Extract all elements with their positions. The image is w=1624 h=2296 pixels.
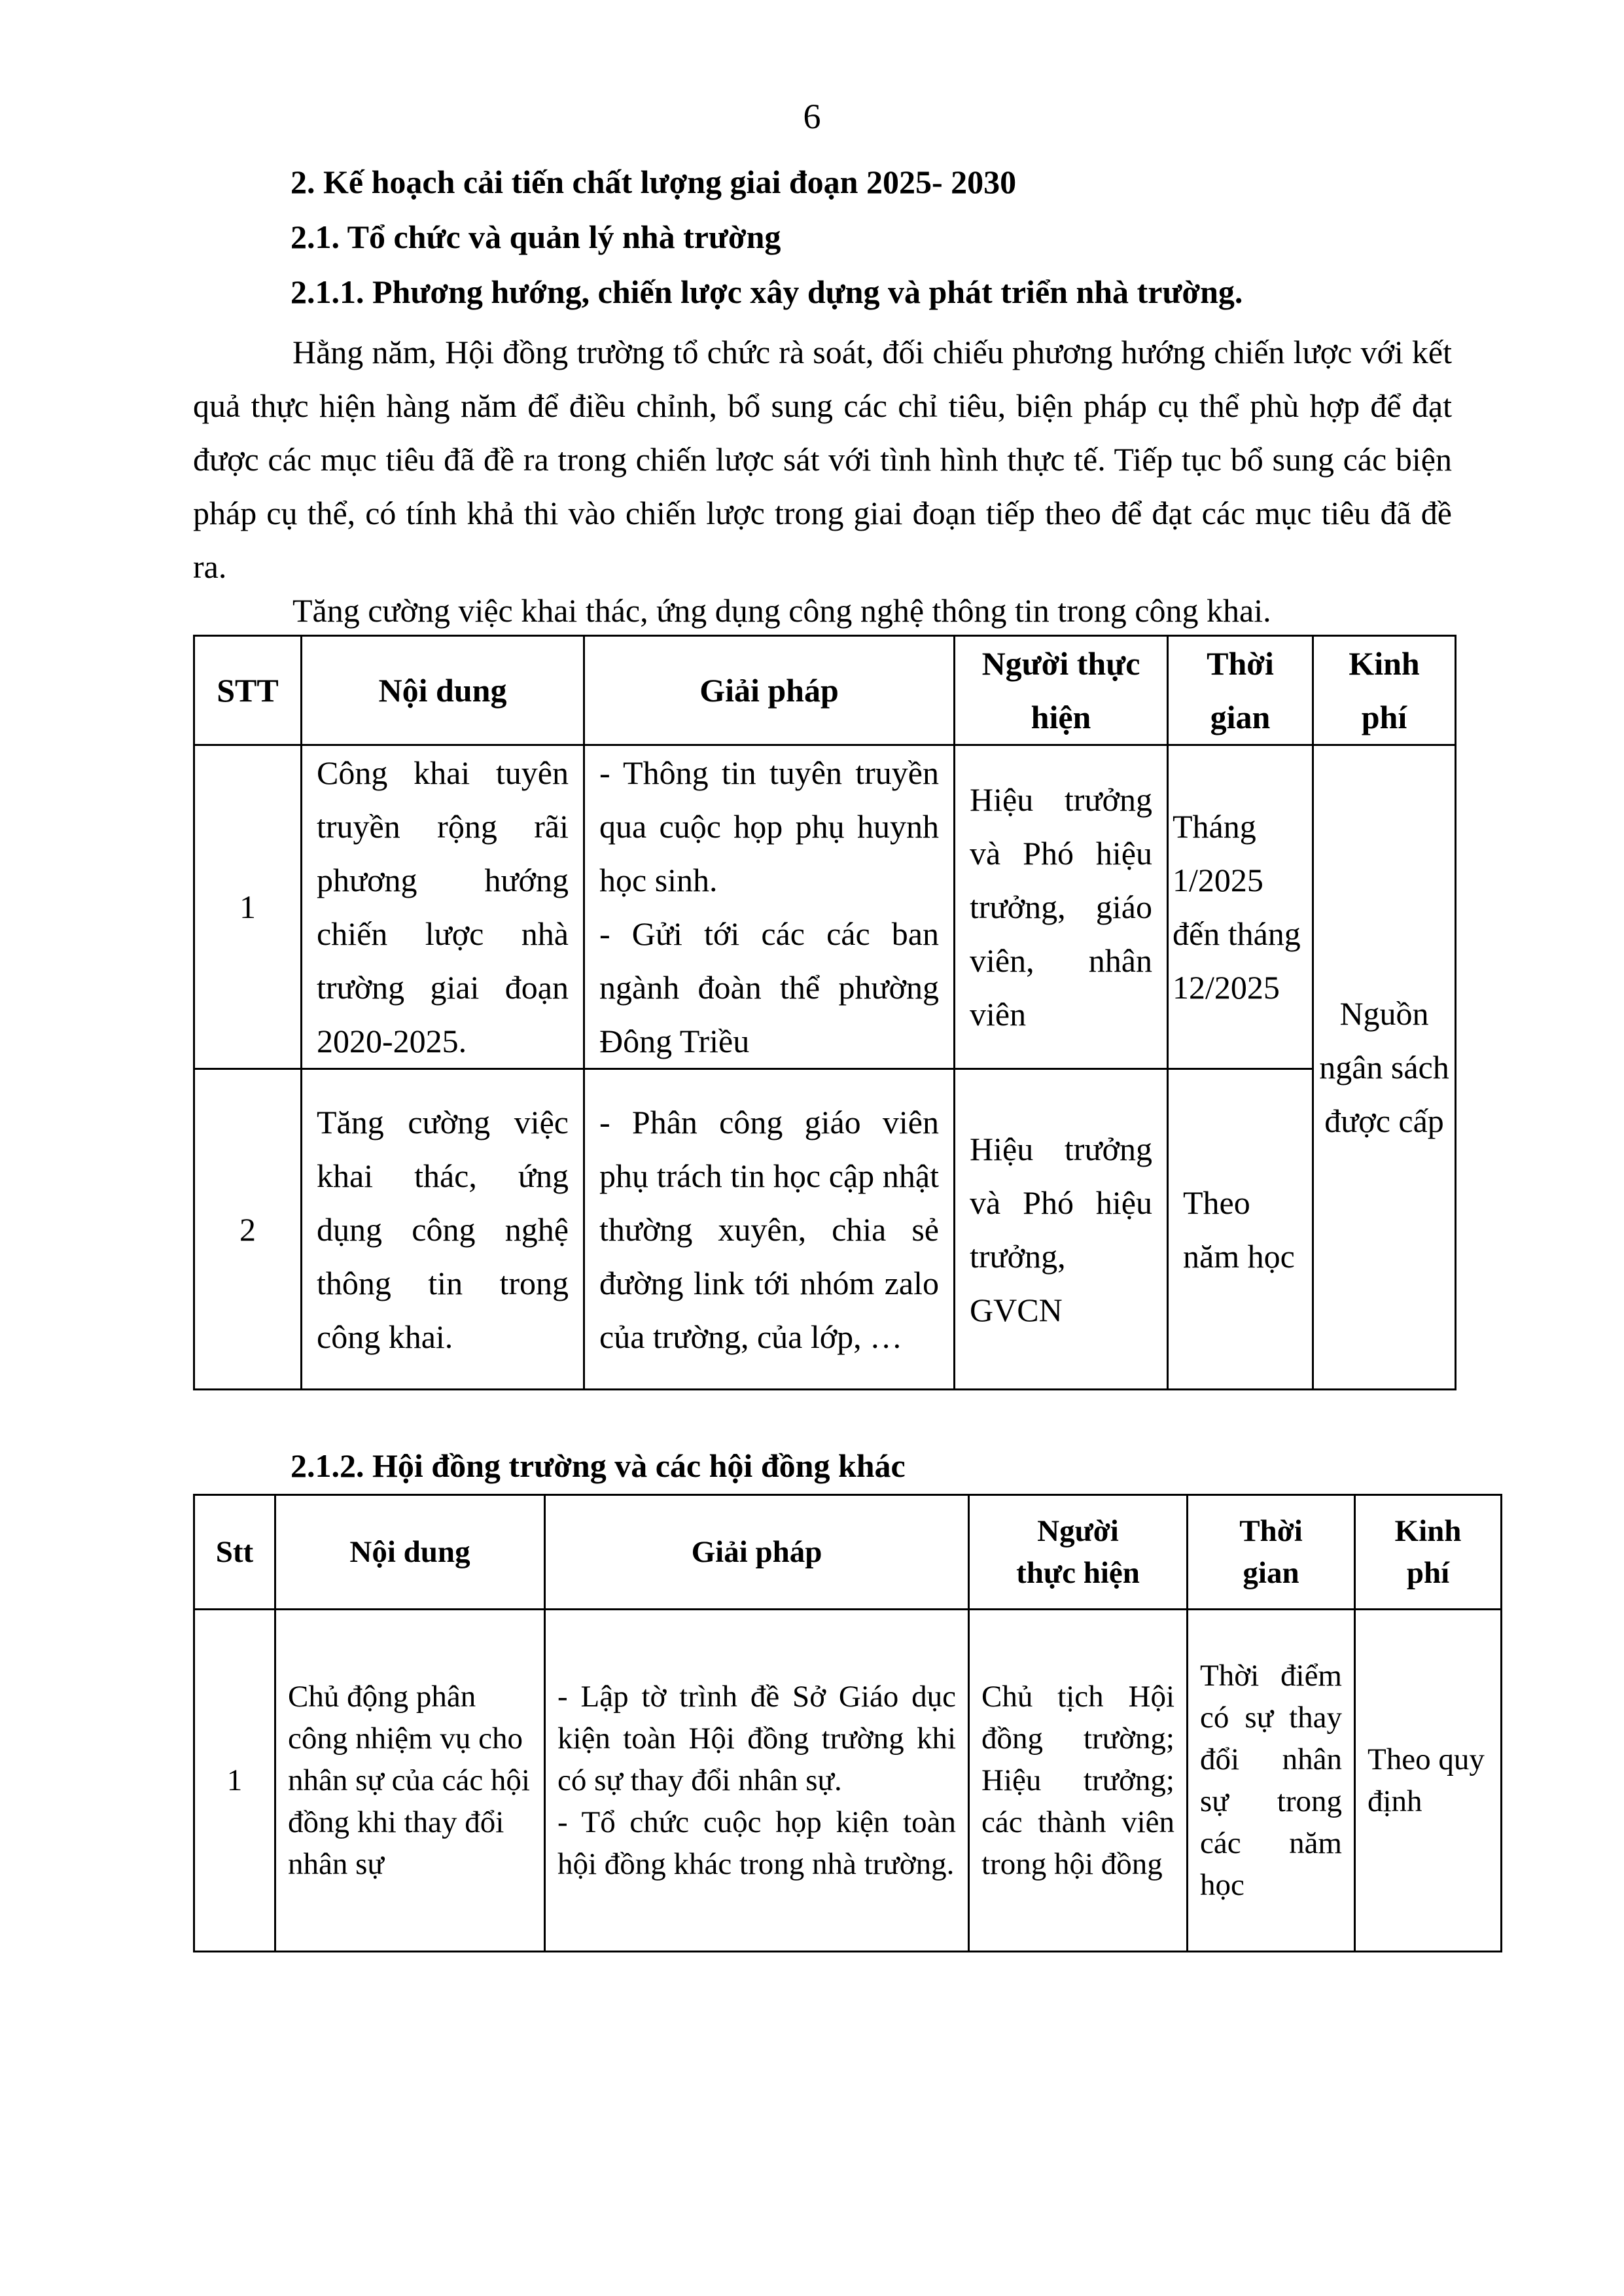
cell-executor: Hiệu trưởng và Phó hiệu trưởng, giáo viên, nhân viên — [955, 745, 1168, 1069]
heading-quality-plan: 2. Kế hoạch cải tiến chất lượng giai đoạn 2025- 2030 — [291, 164, 1017, 200]
header-content: Nội dung — [275, 1495, 545, 1610]
council-table — [193, 1494, 1502, 1952]
header-time: Thời gian — [1188, 1495, 1355, 1610]
table-header-row — [194, 1495, 1502, 1610]
header-stt: Stt — [194, 1495, 275, 1610]
header-solution: Giải pháp — [545, 1495, 969, 1610]
table-row — [194, 745, 1456, 1069]
strategy-table — [193, 635, 1456, 1390]
header-stt: STT — [194, 636, 302, 745]
table-row — [194, 1069, 1456, 1390]
page-number: 6 — [803, 97, 821, 136]
cell-content: Chủ động phân công nhiệm vụ cho nhân sự của các hội đồng khi thay đổi nhân sự — [275, 1610, 545, 1952]
cell-time: Tháng 1/2025 đến tháng 12/2025 — [1168, 745, 1313, 1069]
cell-stt: 1 — [194, 1610, 275, 1952]
paragraph-it-usage: Tăng cường việc khai thác, ứng dụng công nghệ thông tin trong công khai. — [292, 592, 1271, 629]
cell-funding: Nguồn ngân sách được cấp — [1313, 745, 1456, 1390]
header-executor: Người thực hiện — [969, 1495, 1188, 1610]
cell-solution: - Lập tờ trình đề Sở Giáo dục kiện toàn Hội đồng trường khi có sự thay đổi nhân sự. - Tổ chức cuộc họp kiện toàn hội đồng khác trong nhà trường. — [545, 1610, 969, 1952]
cell-executor: Hiệu trưởng và Phó hiệu trưởng, GVCN — [955, 1069, 1168, 1390]
cell-executor: Chủ tịch Hội đồng trường; Hiệu trưởng; các thành viên trong hội đồng — [969, 1610, 1188, 1952]
header-executor: Người thực hiện — [955, 636, 1168, 745]
paragraph-review: Hằng năm, Hội đồng trường tổ chức rà soát, đối chiếu phương hướng chiến lược với kết quả thực hiện hàng năm để điều chỉnh, bổ sung các chỉ tiêu, biện pháp cụ thể phù hợp để đạt được các mục tiêu đã đề ra trong chiến lược sát với tình hình thực tế. Tiếp tục bổ sung các biện pháp cụ thể, có tính khả thi vào chiến lược trong giai đoạn tiếp theo để đạt các mục tiêu đã đề ra. — [193, 334, 1452, 585]
cell-solution: - Phân công giáo viên phụ trách tin học cập nhật thường xuyên, chia sẻ đường link tới nhóm zalo của trường, của lớp, … — [584, 1069, 955, 1390]
header-solution: Giải pháp — [584, 636, 955, 745]
cell-stt: 1 — [194, 745, 302, 1069]
table-header-row — [194, 636, 1456, 745]
heading-councils: 2.1.2. Hội đồng trường và các hội đồng khác — [291, 1447, 906, 1484]
header-time: Thời gian — [1168, 636, 1313, 745]
cell-content: Công khai tuyên truyền rộng rãi phương hướng chiến lược nhà trường giai đoạn 2020-2025. — [302, 745, 584, 1069]
cell-stt: 2 — [194, 1069, 302, 1390]
heading-organization: 2.1. Tổ chức và quản lý nhà trường — [291, 219, 781, 255]
header-content: Nội dung — [302, 636, 584, 745]
cell-funding: Theo quy định — [1355, 1610, 1502, 1952]
header-funding: Kinh phí — [1313, 636, 1456, 745]
cell-content: Tăng cường việc khai thác, ứng dụng công nghệ thông tin trong công khai. — [302, 1069, 584, 1390]
cell-solution: - Thông tin tuyên truyền qua cuộc họp phụ huynh học sinh. - Gửi tới các các ban ngành đoàn thể phường Đông Triều — [584, 745, 955, 1069]
heading-strategy: 2.1.1. Phương hướng, chiến lược xây dựng và phát triển nhà trường. — [291, 274, 1243, 310]
header-funding: Kinh phí — [1355, 1495, 1502, 1610]
cell-time: Theo năm học — [1168, 1069, 1313, 1390]
cell-time: Thời điểm có sự thay đổi nhân sự trong các năm học — [1188, 1610, 1355, 1952]
table-row — [194, 1610, 1502, 1952]
